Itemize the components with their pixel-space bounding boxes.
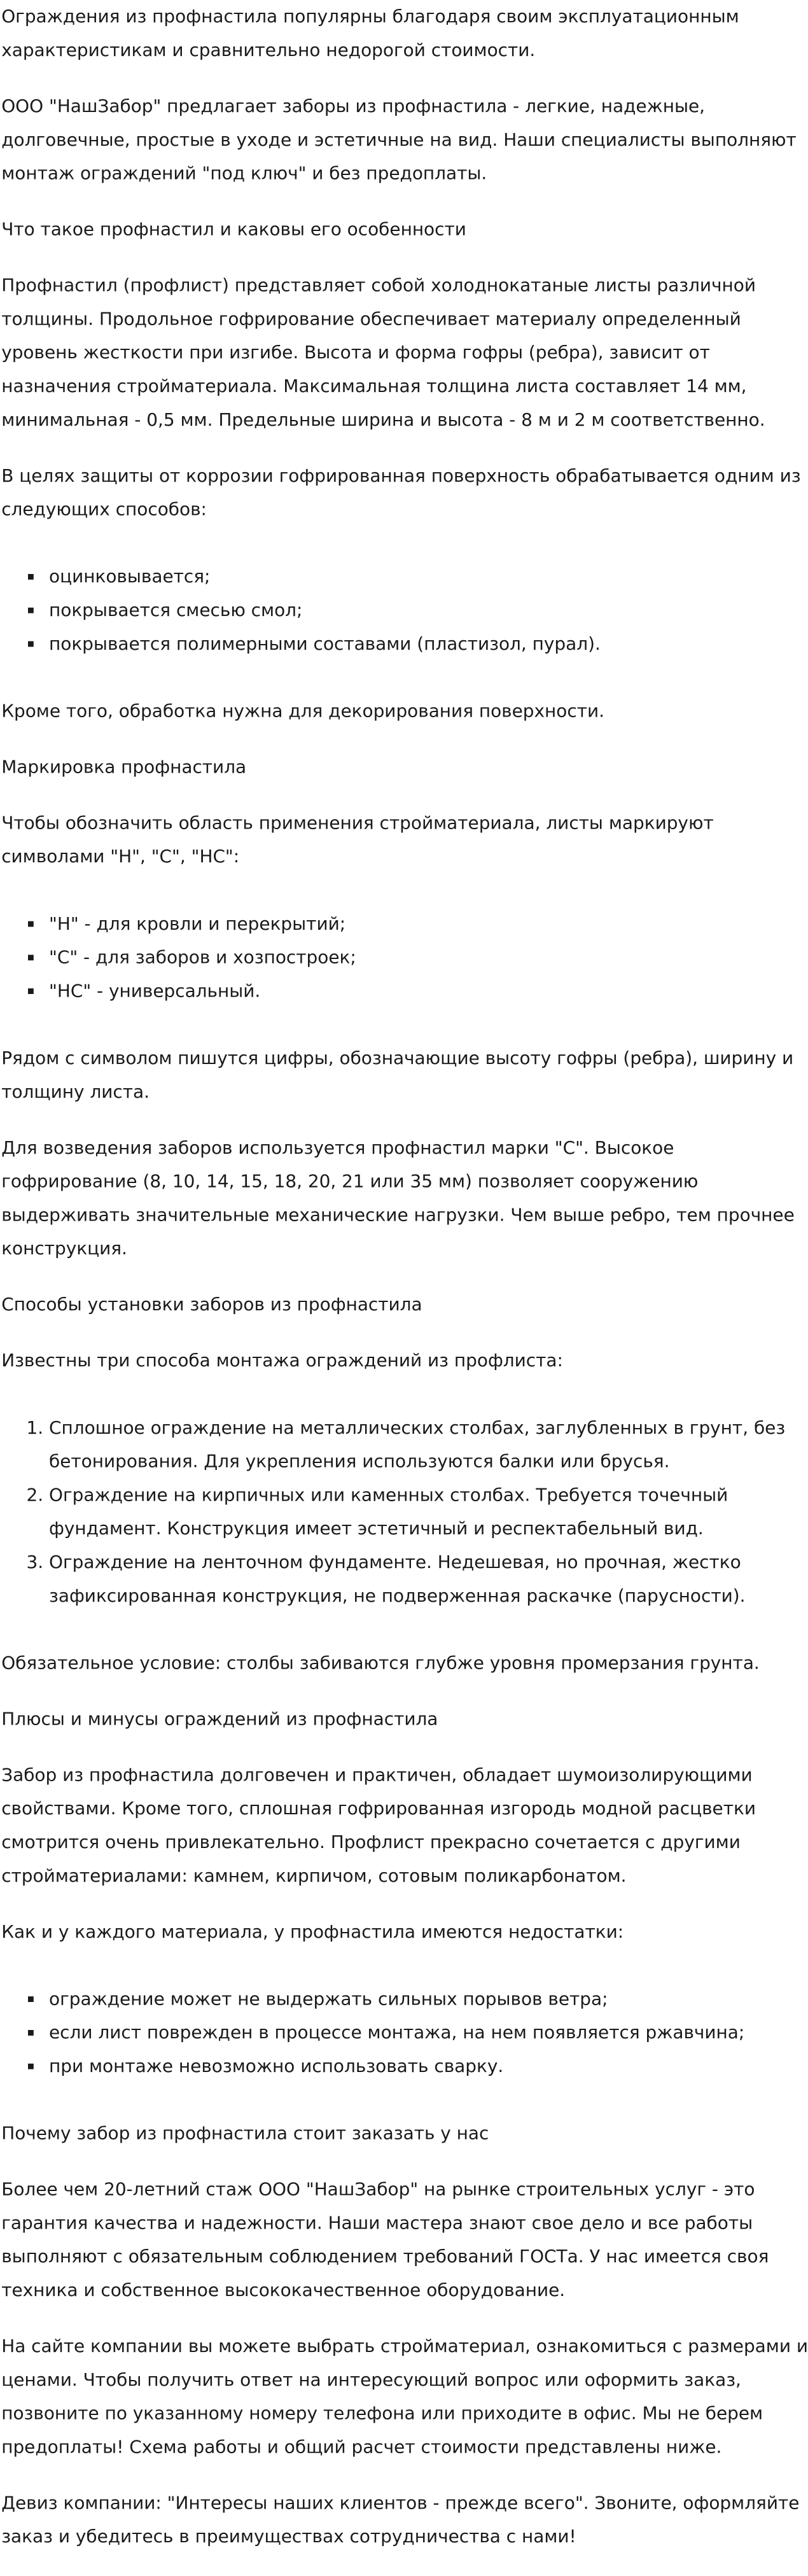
methods-list (1, 1411, 808, 1613)
section-heading-pros: Плюсы и минусы ограждений из профнастила (1, 1708, 438, 1729)
section-heading-methods: Способы установки заборов из профнастила (1, 1293, 422, 1315)
paragraph-motto: Девиз компании: "Интересы наших клиентов - прежде всего". Звоните, оформляйте заказ и убедитесь в преимуществах сотрудничества с нами! (1, 2492, 800, 2547)
list-item: ▪ "НС" - универсальный. (49, 974, 808, 1008)
list-item: ▪ при монтаже невозможно использовать сварку. (49, 2050, 808, 2083)
list-item: 2. Ограждение на кирпичных или каменных столбах. Требуется точечный фундамент. Конструкция имеет эстетичный и респектабельный вид. (49, 1478, 808, 1546)
list-item: 3. Ограждение на ленточном фундаменте. Недешевая, но прочная, жестко зафиксированная конструкция, не подверженная раскачке (парусности). (49, 1546, 808, 1613)
paragraph-decor: Кроме того, обработка нужна для декорирования поверхности. (1, 700, 604, 721)
marking-list (1, 907, 808, 1008)
paragraph-pros: Забор из профнастила долговечен и практичен, обладает шумоизолирующими свойствами. Кроме того, сплошная гофрированная изгородь модной расцветки смотрится очень привлекательно. Профлист прекрасно сочетается с другими стройматериалами: камнем, кирпичом, сотовым поликарбонатом. (1, 1764, 756, 1886)
section-heading-marking: Маркировка профнастила (1, 756, 247, 777)
paragraph-methods: Известны три способа монтажа ограждений из профлиста: (1, 1349, 563, 1371)
section-heading-what: Что такое профнастил и каковы его особенности (1, 218, 466, 240)
list-item: ▪ "С" - для заборов и хозпостроек; (49, 941, 808, 974)
paragraph-fences: Для возведения заборов используется профнастил марки "С". Высокое гофрирование (8, 10, 14, 15, 18, 20, 21 или 35 мм) позволяет сооружению выдерживать значительные механические нагрузки. Чем выше ребро, тем прочнее конструкция. (1, 1137, 795, 1259)
paragraph-condition: Обязательное условие: столбы забиваются глубже уровня промерзания грунта. (1, 1652, 760, 1673)
list-item: ▪ если лист поврежден в процессе монтажа, на нем появляется ржавчина; (49, 2016, 808, 2050)
intro-paragraph-2: ООО "НашЗабор" предлагает заборы из профнастила - легкие, надежные, долговечные, простые в уходе и эстетичные на вид. Наши специалисты выполняют монтаж ограждений "под ключ" и без предоплаты. (1, 95, 797, 184)
cons-list (1, 1982, 808, 2083)
list-item: ▪ покрывается смесью смол; (49, 594, 808, 627)
list-item: ▪ ограждение может не выдержать сильных порывов ветра; (49, 1982, 808, 2016)
paragraph-digits: Рядом с символом пишутся цифры, обозначающие высоту гофры (ребра), ширину и толщину листа. (1, 1047, 794, 1102)
list-item: 1. Сплошное ограждение на металлических столбах, заглубленных в грунт, без бетонирования. Для укрепления используются балки или брусья. (49, 1411, 808, 1479)
paragraph-why-1: Более чем 20-летний стаж ООО "НашЗабор" на рынке строительных услуг - это гарантия качества и надежности. Наши мастера знают свое дело и все работы выполняют с обязательным соблюдением требований ГОСТа. У нас имеется своя техника и собственное высококачественное оборудование. (1, 2178, 769, 2300)
list-item: ▪ "Н" - для кровли и перекрытий; (49, 907, 808, 941)
intro-paragraph-1: Ограждения из профнастила популярны благодаря своим эксплуатационным характеристикам и сравнительно недорогой стоимости. (1, 5, 739, 60)
corrosion-list (1, 560, 808, 661)
paragraph-cons: Как и у каждого материала, у профнастила имеются недостатки: (1, 1921, 624, 1942)
list-item: ▪ покрывается полимерными составами (пластизол, пурал). (49, 627, 808, 661)
paragraph-why-2: На сайте компании вы можете выбрать стройматериал, ознакомиться с размерами и ценами. Чтобы получить ответ на интересующий вопрос или оформить заказ, позвоните по указанному номеру телефона или приходите в офис. Мы не берем предоплаты! Схема работы и общий расчет стоимости представлены ниже. (1, 2335, 808, 2457)
paragraph-corrosion: В целях защиты от коррозии гофрированная поверхность обрабатывается одним из следующих способов: (1, 465, 801, 520)
paragraph-what: Профнастил (профлист) представляет собой холоднокатаные листы различной толщины. Продольное гофрирование обеспечивает материалу определенный уровень жесткости при изгибе. Высота и форма гофры (ребра), зависит от назначения стройматериала. Максимальная толщина листа составляет 14 мм, минимальная - 0,5 мм. Предельные ширина и высота - 8 м и 2 м соответственно. (1, 274, 765, 430)
section-heading-why: Почему забор из профнастила стоит заказать у нас (1, 2122, 489, 2144)
list-item: ▪ оцинковывается; (49, 560, 808, 594)
paragraph-marking: Чтобы обозначить область применения стройматериала, листы маркируют символами "Н", "С", "НС": (1, 812, 714, 867)
